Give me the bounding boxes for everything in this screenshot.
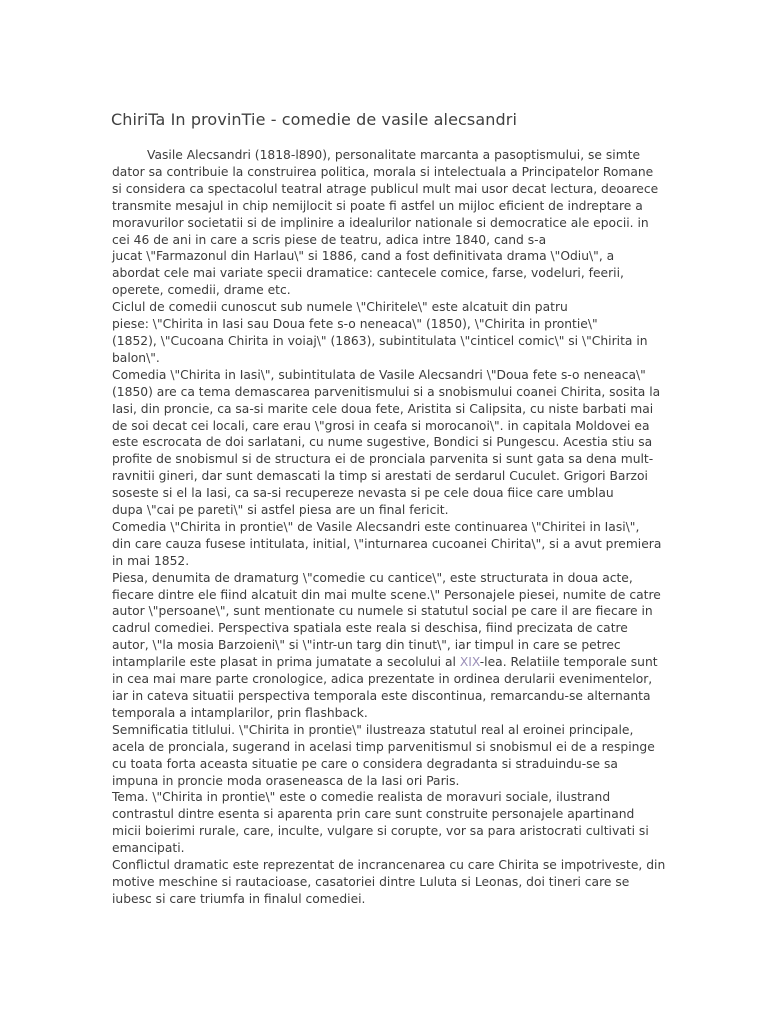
text-line: transmite mesajul in chip nemijlocit si poate fi astfel un mijloc eficient de indreptare a [112,198,643,213]
text-line: balon\". [112,350,160,365]
text-line: jucat \"Farmazonul din Harlau\" si 1886, cand a fost definitivata drama \"Odiu\", a [112,249,615,264]
text-line: temporala a intamplarilor, prin flashback. [112,705,368,720]
text-line: autor \"persoane\", sunt mentionate cu numele si statutul social pe care il are fiecare in [112,604,653,619]
text-line: emancipati. [112,841,185,856]
text-line: Comedia \"Chirita in Iasi\", subintitulata de Vasile Alecsandri \"Doua fete s-o neneaca\" [112,367,646,382]
text-line: ravnitii gineri, dar sunt demascati la timp si arestati de serdarul Cuculet. Grigori Barzoi [112,469,648,484]
text-line: Tema. \"Chirita in prontie\" este o comedie realista de moravuri sociale, ilustrand [112,790,611,805]
text-line: cadrul comediei. Perspectiva spatiala este reala si deschisa, fiind precizata de catre [112,621,628,636]
text-line: abordat cele mai variate specii dramatice: cantecele comice, farse, vodeluri, feerii, [112,266,624,281]
text-line: autor, \"la mosia Barzoieni\" si \"intr-un targ din tinut\", iar timpul in care se petrec [112,638,621,653]
text-line: operete, comedii, drame etc. [112,283,291,298]
page-title: ChiriTa In provinTie - comedie de vasile alecsandri [111,110,517,129]
text-line: intamplarile este plasat in prima jumatate a secolului al XIX-lea. Relatiile temporale sunt [112,655,658,670]
text-line: impuna in proncie moda oraseneasca de la Iasi ori Paris. [112,773,460,788]
text-line: in cea mai mare parte cronologice, adica prezentate in ordinea derularii evenimentelor, [112,672,653,687]
text-line: soseste si el la Iasi, ca sa-si recupereze nevasta si pe cele doua fiice care umblau [112,486,614,501]
text-line: din care cauza fusese intitulata, initial, \"inturnarea cucoanei Chirita\", si a avut premiera [112,536,662,551]
text-line: fiecare dintre ele fiind alcatuit din mai multe scene.\" Personajele piesei, numite de catre [112,587,661,602]
text-line: Semnificatia titlului. \"Chirita in prontie\" ilustreaza statutul real al eroinei principale, [112,722,634,737]
text-line: iar in cateva situatii perspectiva temporala este discontinua, remarcandu-se alternanta [112,689,651,703]
text-line: este escrocata de doi sarlatani, cu nume sugestive, Bondici si Pungescu. Acestia stiu sa [112,435,653,450]
text-line: Iasi, din proncie, ca sa-si marite cele doua fete, Aristita si Calipsita, cu niste barbati mai [112,401,654,416]
text-line: iubesc si care triumfa in finalul comediei. [112,891,366,906]
text-line: dupa \"cai pe pareti\" si astfel piesa are un final fericit. [112,503,449,518]
text-line: cu toata forta aceasta situatie pe care o considera degradanta si straduindu-se sa [112,756,618,771]
text-line: contrastul dintre esenta si aparenta prin care sunt construite personajele apartinand [112,807,635,822]
text-line: in mai 1852. [112,553,190,568]
text-line: Ciclul de comedii cunoscut sub numele \"Chiritele\" este alcatuit din patru [112,300,568,315]
text-line: (1850) are ca tema demascarea parvenitismului si a snobismului coanei Chirita, sosita la [112,384,661,399]
text-line: dator sa contribuie la construirea politica, morala si intelectuala a Principatelor Romane [112,164,654,179]
text-line: Vasile Alecsandri (1818-l890), personalitate marcanta a pasoptismului, se simte [147,148,641,162]
text-line: moravurilor societatii si de implinire a idealurilor nationale si democratice ale epocii. in [112,215,649,230]
text-line: si considera ca spectacolul teatral atrage publicul mult mai usor decat lectura, deoarece [112,181,659,196]
text-line: micii boierimi rurale, care, inculte, vulgare si corupte, vor sa para aristocrati cultivati si [112,824,649,839]
text-line: (1852), \"Cucoana Chirita in voiaj\" (1863), subintitulata \"cinticel comic\" si \"Chirita in [112,333,648,348]
document-body [112,147,672,908]
text-line: piese: \"Chirita in Iasi sau Doua fete s-o neneaca\" (1850), \"Chirita in prontie\" [112,317,598,332]
text-line: de soi decat cei locali, care erau \"grosi in ceafa si morocanoi\". in capitala Moldovei ea [112,418,650,433]
text-line: Piesa, denumita de dramaturg \"comedie cu cantice\", este structurata in doua acte, [112,570,633,585]
text-line: cei 46 de ani in care a scris piese de teatru, adica intre 1840, cand s-a [112,232,547,247]
text-line: Comedia \"Chirita in prontie\" de Vasile Alecsandri este continuarea \"Chiritei in Iasi\", [112,519,640,534]
text-line: motive meschine si rautacioase, casatoriei dintre Luluta si Leonas, doi tineri care se [112,874,630,889]
text-line: acela de pronciala, sugerand in acelasi timp parvenitismul si snobismul ei de a respinge [112,739,655,754]
text-line: profite de snobismul si de structura ei de pronciala parvenita si sunt gata sa dena mult- [112,452,654,467]
text-line: Conflictul dramatic este reprezentat de incrancenarea cu care Chirita se impotriveste, din [112,858,666,873]
